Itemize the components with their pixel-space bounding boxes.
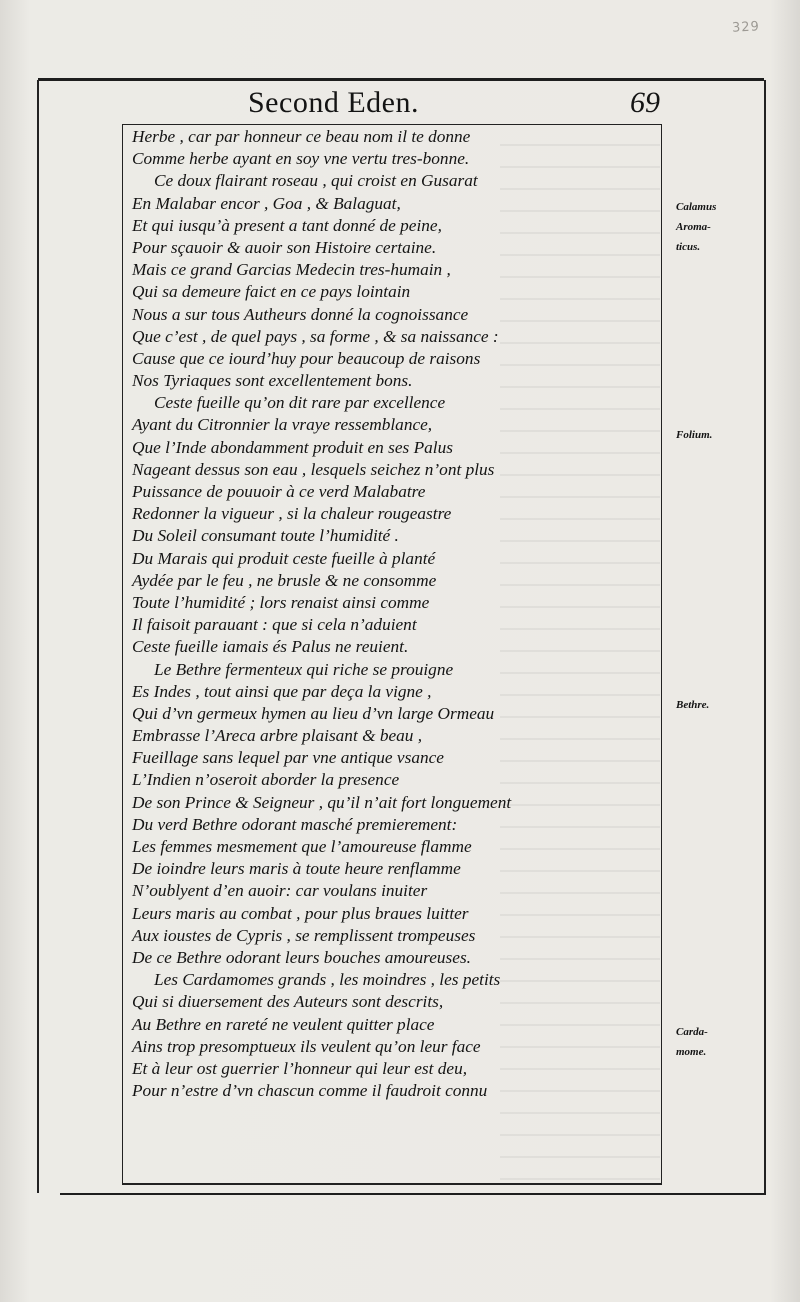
- margin-gloss-calamus: [676, 197, 746, 257]
- top-rule: [38, 78, 764, 81]
- verse-line: Puissance de pouuoir à ce verd Malabatre: [132, 482, 426, 501]
- verse-line: Ce doux flairant roseau , qui croist en Gusarat: [154, 171, 478, 191]
- gloss-line: ticus.: [676, 241, 701, 253]
- verse-line: Et à leur ost guerrier l’honneur qui leur est deu,: [132, 1058, 468, 1078]
- verse-line: Du Soleil consumant toute l’humidité .: [132, 526, 399, 546]
- verse-line: L’Indien n’oseroit aborder la presence: [132, 770, 400, 790]
- verse-line: Ceste fueille iamais és Palus ne reuient.: [132, 637, 409, 657]
- gloss-line: Calamus: [676, 201, 717, 213]
- verse-line: Le Bethre fermenteux qui riche se prouigne: [154, 659, 454, 679]
- verse-line: En Malabar encor , Goa , & Balaguat,: [132, 193, 401, 213]
- verse-line: Du verd Bethre odorant masché premierement:: [132, 814, 458, 834]
- verse-line: Les femmes mesmement que l’amoureuse flamme: [132, 837, 472, 856]
- bottom-rule: [60, 1193, 766, 1195]
- margin-gloss-bethre: [676, 695, 746, 715]
- verse-line: Comme herbe ayant en soy vne vertu tres-bonne.: [132, 149, 470, 169]
- verse-line: Nos Tyriaques sont excellentement bons.: [132, 371, 413, 391]
- verse-line: Qui si diuersement des Auteurs sont descrits,: [132, 992, 444, 1012]
- verse-line: Ayant du Citronnier la vrayе ressemblance,: [132, 415, 433, 435]
- verse-line: Pour n’estre d’vn chascun comme il faudroit connu: [132, 1081, 488, 1101]
- gloss-line: Carda-: [676, 1026, 708, 1038]
- verse-line: Fueillage sans lequel par vne antique vsance: [132, 748, 444, 768]
- verse-line: De son Prince & Seigneur , qu’il n’ait fort longuement: [132, 792, 512, 812]
- verse-line: Qui sa demeure faict en ce pays lointain: [132, 282, 411, 302]
- verse-block: [132, 126, 662, 1102]
- running-title: Second Eden.: [248, 86, 419, 119]
- verse-line: Toute l’humidité ; lors renaist ainsi comme: [132, 592, 430, 612]
- verse-line: Les Cardamomes grands , les moindres , les petits: [154, 970, 501, 990]
- verse-line: Nous a sur tous Autheurs donné la cognoissance: [132, 304, 469, 324]
- gloss-line: Aroma-: [676, 221, 711, 233]
- verse-line: Mais ce grand Garcias Medecin tres-humain ,: [132, 260, 451, 280]
- page-number: 69: [630, 86, 660, 119]
- manuscript-folio-number: 329: [731, 19, 761, 36]
- verse-line: Qui d’vn germeux hymen au lieu d’vn large Ormeau: [132, 703, 495, 723]
- verse-line: Aydée par le feu , ne brusle & ne consomme: [132, 570, 437, 590]
- margin-gloss-folium: [676, 425, 746, 445]
- left-border: [37, 80, 39, 1193]
- gloss-line: Bethre.: [676, 699, 710, 711]
- page-header: [120, 86, 660, 122]
- right-border: [764, 80, 766, 1193]
- verse-line: Aux ioustes de Cypris , se remplissent trompeuses: [132, 925, 476, 945]
- verse-line: Es Indes , tout ainsi que par deça la vigne ,: [132, 681, 432, 701]
- verse-line: Au Bethre en rareté ne veulent quitter place: [132, 1014, 435, 1034]
- verse-line: Pour sçauoir & auoir son Histoire certaine.: [132, 237, 437, 257]
- verse-line: Il faisoit parauant : que si cela n’aduient: [132, 615, 417, 635]
- verse-line: Et qui iusqu’à present a tant donné de peine,: [132, 215, 442, 235]
- gloss-line: Folium.: [676, 429, 713, 441]
- verse-line: Que l’Inde abondamment produit en ses Palus: [132, 437, 453, 457]
- verse-line: Nageant dessus son eau , lesquels seichez n’ont plus: [132, 459, 495, 479]
- verse-line: Ceste fueille qu’on dit rare par excellence: [154, 393, 446, 413]
- verse-line: Du Marais qui produit ceste fueille à planté: [132, 548, 436, 568]
- verse-line: Que c’est , de quel pays , sa forme , & sa naissance :: [132, 326, 499, 346]
- verse-line: De ioindre leurs maris à toute heure renflamme: [132, 859, 461, 879]
- verse-line: Redonner la vigueur , si la chaleur rougeastre: [132, 504, 452, 524]
- verse-line: N’oublyent d’en auoir: car voulans inuiter: [132, 881, 428, 901]
- verse-line: Cause que ce iourd’huy pour beaucoup de raisons: [132, 348, 481, 368]
- margin-gloss-cardamome: [676, 1022, 746, 1062]
- verse-line: Herbe , car par honneur ce beau nom il te donne: [132, 127, 471, 146]
- verse-line: De ce Bethre odorant leurs bouches amoureuses.: [132, 947, 471, 967]
- verse-line: Embrasse l’Areca arbre plaisant & beau ,: [132, 726, 423, 746]
- verse-line: Ains trop presomptueux ils veulent qu’on leur face: [132, 1036, 481, 1056]
- gloss-line: mome.: [676, 1046, 707, 1058]
- verse-line: Leurs maris au combat , pour plus braues luitter: [132, 903, 469, 923]
